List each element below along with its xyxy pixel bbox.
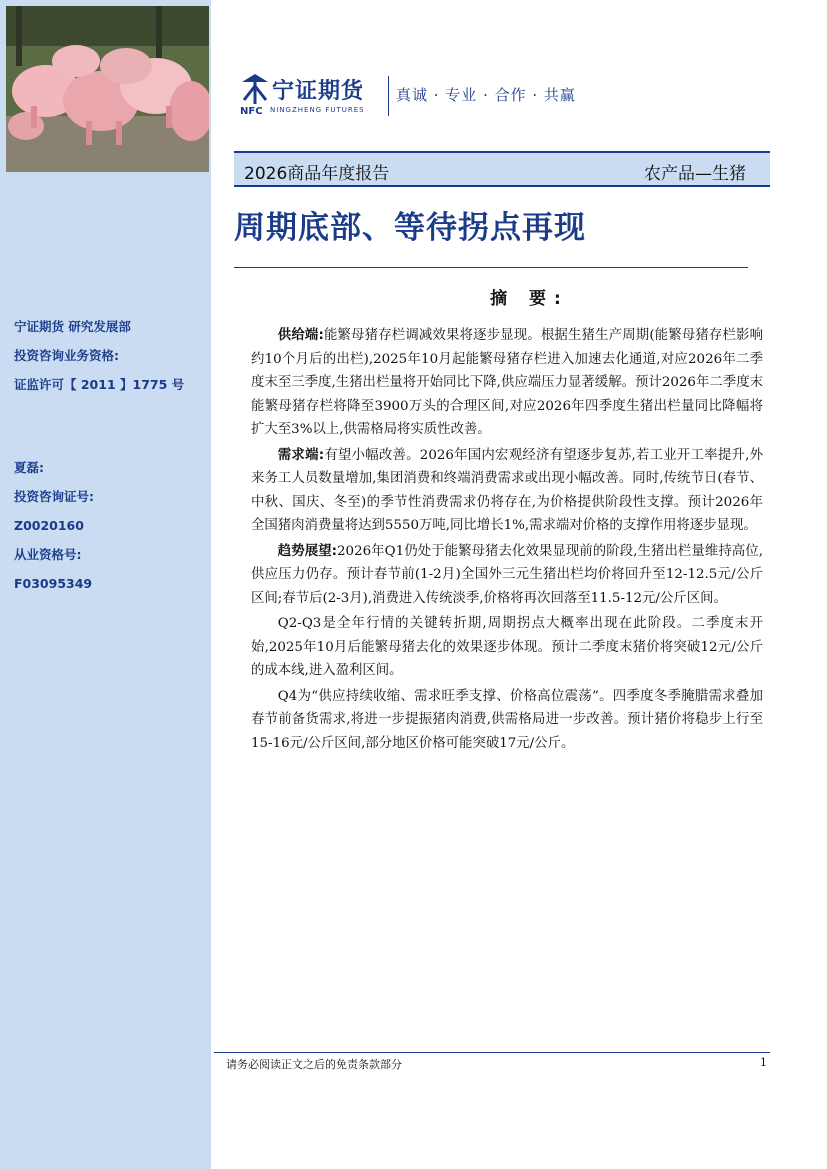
paragraph-text: 能繁母猪存栏调减效果将逐步显现。根据生猪生产周期(能繁母猪存栏影响约10个月后的出栏),2025年10月起能繁母猪存栏进入加速去化通道,对应2026年二季度末至三季度,生猪出栏量将开始同比下降,供应端压力显著缓解。预计2026年二季度末能繁母猪存栏将降至3900万头的合理区间,对应2026年四季度生猪出栏量同比降幅将扩大至3%以上,供需格局将实质性改善。: [251, 328, 763, 437]
company-logo: [240, 70, 580, 122]
practice-label: 从业资格号:: [14, 547, 82, 562]
sidebar: [0, 0, 211, 1169]
analyst-name: 夏磊:: [14, 460, 44, 475]
paragraph-text: Q2-Q3是全年行情的关键转折期,周期拐点大概率出现在此阶段。二季度末开始,2025年10月后能繁母猪去化的效果逐步体现。预计二季度末猪价将突破12元/公斤的成本线,进入盈利区间。: [251, 616, 763, 678]
abstract-body: [251, 324, 763, 757]
consult-number: Z0020160: [14, 518, 84, 533]
report-banner: [234, 151, 770, 187]
consult-label: 投资咨询证号:: [14, 489, 94, 504]
logo-emblem-icon: [240, 72, 270, 106]
paragraph-lead: 供给端:: [277, 328, 324, 343]
sidebar-analyst-block: [14, 453, 94, 598]
title-divider: [234, 267, 748, 268]
paragraph-q2q3: [251, 612, 763, 683]
logo-name: 宁证期货: [272, 79, 365, 104]
paragraph-q4: [251, 685, 763, 756]
cover-photo-pigs: [6, 6, 209, 172]
abstract-heading: 摘 要:: [490, 289, 569, 309]
sidebar-qual-label: 投资咨询业务资格:: [14, 348, 119, 363]
footer-disclaimer: 请务必阅读正文之后的免责条款部分: [226, 1058, 402, 1071]
paragraph-demand: [251, 444, 763, 538]
logo-slogan: 真诚 · 专业 · 合作 · 共赢: [396, 86, 576, 104]
report-sector: 农产品—生猪: [644, 164, 746, 184]
report-type: 2026商品年度报告: [244, 164, 390, 184]
paragraph-supply: [251, 324, 763, 442]
logo-divider: [388, 76, 389, 116]
paragraph-text: 有望小幅改善。2026年国内宏观经济有望逐步复苏,若工业开工率提升,外来务工人员数量增加,集团消费和终端消费需求或出现小幅改善。同时,传统节日(春节、中秋、国庆、冬至)的季节性消费需求仍将存在,为价格提供阶段性支撑。预计2026年全国猪肉消费量将达到5550万吨,同比增长1%,需求端对价格的支撑作用将逐步显现。: [251, 447, 763, 533]
footer-divider: [214, 1052, 770, 1053]
sidebar-org: 宁证期货 研究发展部: [14, 319, 131, 334]
sidebar-license: 证监许可【 2011 】1775 号: [14, 377, 185, 392]
practice-number: F03095349: [14, 576, 93, 591]
page-title: 周期底部、等待拐点再现: [234, 210, 586, 246]
paragraph-text: Q4为“供应持续收缩、需求旺季支撑、价格高位震荡”。四季度冬季腌腊需求叠加春节前备货需求,将进一步提振猪肉消费,供需格局进一步改善。预计猪价将稳步上行至15-16元/公斤区间,部分地区价格可能突破17元/公斤。: [251, 688, 763, 751]
paragraph-text: 2026年Q1仍处于能繁母猪去化效果显现前的阶段,生猪出栏量维持高位,供应压力仍存。预计春节前(1-2月)全国外三元生猪出栏均价将回升至12-12.5元/公斤区间;春节后(2-3月),消费进入传统淡季,价格将再次回落至11.5-12元/公斤区间。: [251, 543, 763, 606]
logo-nfc: NFC: [240, 106, 263, 117]
paragraph-outlook: [251, 540, 763, 611]
pigs-photo-icon: [6, 6, 209, 172]
logo-english: NINGZHENG FUTURES: [270, 106, 365, 114]
paragraph-lead: 需求端:: [277, 447, 325, 463]
sidebar-org-block: [14, 312, 184, 399]
page-number: 1: [760, 1056, 767, 1069]
paragraph-lead: 趋势展望:: [277, 543, 338, 559]
